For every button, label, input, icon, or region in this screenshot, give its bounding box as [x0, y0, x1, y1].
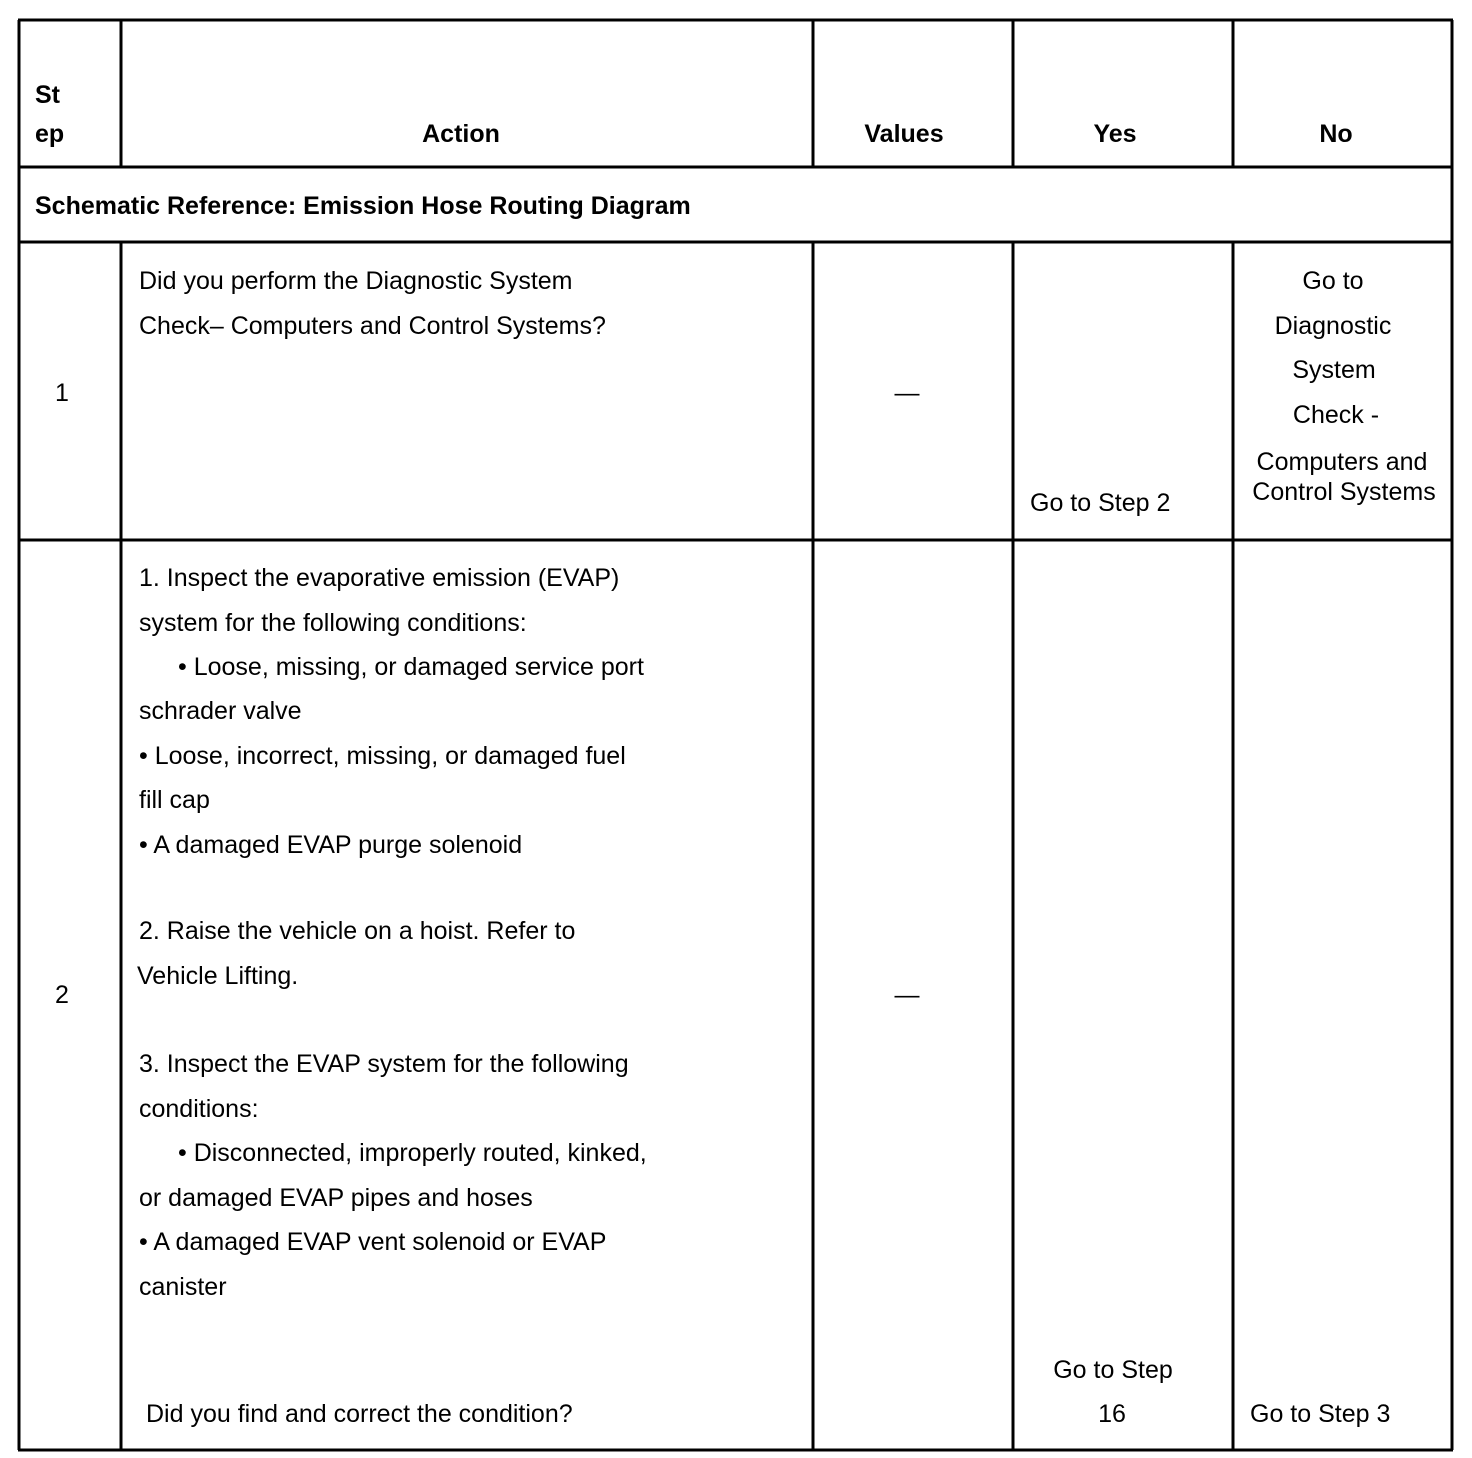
action-question: Did you find and correct the condition? — [146, 1400, 573, 1428]
action-line: 3. Inspect the EVAP system for the following — [139, 1050, 629, 1078]
action-line: 2. Raise the vehicle on a hoist. Refer to — [139, 917, 576, 945]
no-cell-line: Control Systems — [1252, 478, 1436, 506]
action-line: Did you perform the Diagnostic System — [139, 267, 573, 295]
action-line: • A damaged EVAP vent solenoid or EVAP — [139, 1228, 607, 1256]
action-line: conditions: — [139, 1095, 259, 1123]
action-line: Check– Computers and Control Systems? — [139, 312, 606, 340]
header-yes: Yes — [1093, 120, 1137, 148]
action-line: • A damaged EVAP purge solenoid — [139, 831, 523, 859]
no-cell-line: Check - — [1292, 401, 1380, 429]
schematic-reference: Schematic Reference: Emission Hose Routing Diagram — [35, 192, 691, 220]
no-cell-line: Computers and — [1256, 448, 1428, 476]
action-line: • Loose, incorrect, missing, or damaged fuel — [139, 742, 626, 770]
no-cell-line: Diagnostic — [1274, 312, 1392, 340]
header-no: No — [1319, 120, 1353, 148]
no-cell: Go to Step 3 — [1250, 1400, 1391, 1428]
header-step-line2: ep — [35, 120, 65, 148]
action-line: or damaged EVAP pipes and hoses — [139, 1184, 533, 1212]
yes-cell: Go to Step 2 — [1030, 489, 1171, 517]
row-step-number: 1 — [55, 379, 69, 407]
action-line: canister — [139, 1273, 227, 1301]
action-line: fill cap — [139, 786, 210, 814]
action-line: • Disconnected, improperly routed, kinked, — [178, 1139, 647, 1167]
values-cell: — — [894, 379, 920, 407]
yes-cell-line: Go to Step — [1053, 1356, 1173, 1384]
action-line: system for the following conditions: — [139, 609, 527, 637]
yes-cell-line: 16 — [1098, 1400, 1126, 1428]
no-cell-line: System — [1292, 356, 1376, 384]
action-line: 1. Inspect the evaporative emission (EVAP) — [139, 564, 620, 592]
row-step-number: 2 — [55, 981, 69, 1009]
values-cell: — — [894, 981, 920, 1009]
header-action: Action — [422, 120, 500, 148]
header-values: Values — [864, 120, 944, 148]
no-cell-line: Go to — [1302, 267, 1364, 295]
action-line: Vehicle Lifting. — [137, 962, 299, 990]
action-line: schrader valve — [139, 697, 302, 725]
header-step-line1: St — [35, 81, 60, 109]
action-line: • Loose, missing, or damaged service port — [178, 653, 644, 681]
